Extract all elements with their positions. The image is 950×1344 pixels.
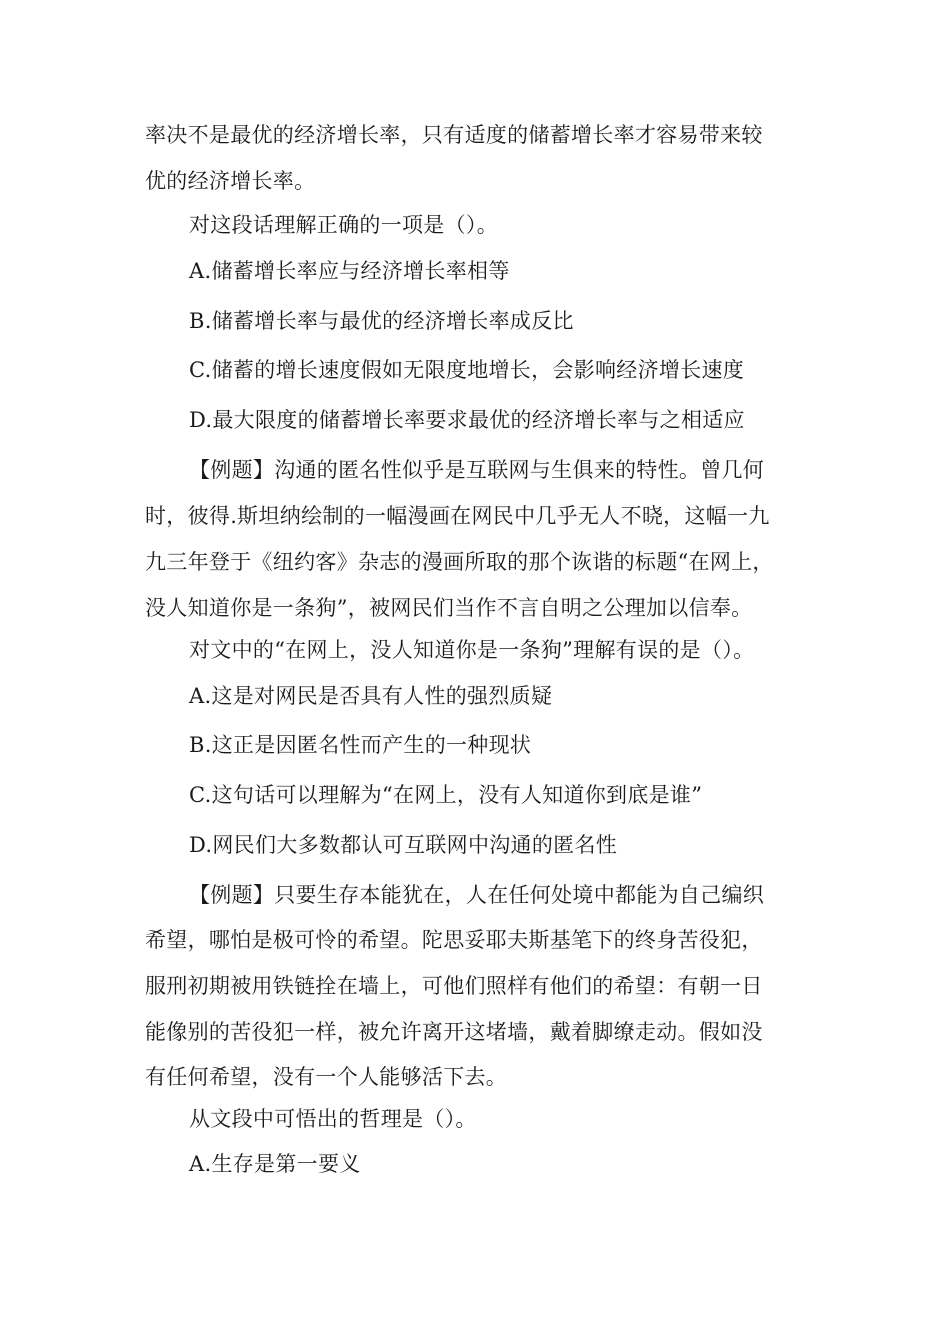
option-c: C.这句话可以理解为“在网上，没有人知道你到底是谁” xyxy=(189,783,703,807)
example-paragraph-line: 【例题】只要生存本能犹在，人在任何处境中都能为自己编织 xyxy=(189,883,765,907)
question-stem: 从文段中可悟出的哲理是（）。 xyxy=(189,1107,477,1131)
paragraph-line: 率决不是最优的经济增长率，只有适度的储蓄增长率才容易带来较 xyxy=(145,123,763,147)
option-a: A.这是对网民是否具有人性的强烈质疑 xyxy=(189,684,553,708)
question-stem: 对这段话理解正确的一项是（）。 xyxy=(189,213,498,237)
paragraph-line: 希望，哪怕是极可怜的希望。陀思妥耶夫斯基笔下的终身苦役犯， xyxy=(145,928,763,952)
option-c: C.储蓄的增长速度假如无限度地增长，会影响经济增长速度 xyxy=(189,358,745,382)
option-d: D.最大限度的储蓄增长率要求最优的经济增长率与之相适应 xyxy=(189,408,745,432)
paragraph-line: 时，彼得.斯坦纳绘制的一幅漫画在网民中几乎无人不晓，这幅一九 xyxy=(145,504,770,528)
option-a: A.生存是第一要义 xyxy=(189,1152,361,1176)
example-paragraph-line: 【例题】沟通的匿名性似乎是互联网与生俱来的特性。曾几何 xyxy=(189,458,765,482)
paragraph-line: 能像别的苦役犯一样，被允许离开这堵墙，戴着脚缭走动。假如没 xyxy=(145,1020,763,1044)
paragraph-line: 九三年登于《纽约客》杂志的漫画所取的那个诙谐的标题“在网上， xyxy=(145,550,774,574)
paragraph-line: 服刑初期被用铁链拴在墙上，可他们照样有他们的希望：有朝一日 xyxy=(145,974,763,998)
option-b: B.这正是因匿名性而产生的一种现状 xyxy=(189,733,532,757)
paragraph-line: 有任何希望，没有一个人能够活下去。 xyxy=(145,1065,508,1089)
option-a: A.储蓄增长率应与经济增长率相等 xyxy=(189,259,510,283)
paragraph-line: 优的经济增长率。 xyxy=(145,169,316,193)
option-b: B.储蓄增长率与最优的经济增长率成反比 xyxy=(189,309,574,333)
paragraph-line: 没人知道你是一条狗”，被网民们当作不言自明之公理加以信奉。 xyxy=(145,596,753,620)
question-stem: 对文中的“在网上，没人知道你是一条狗”理解有误的是（）。 xyxy=(189,638,755,662)
option-d: D.网民们大多数都认可互联网中沟通的匿名性 xyxy=(189,833,618,857)
